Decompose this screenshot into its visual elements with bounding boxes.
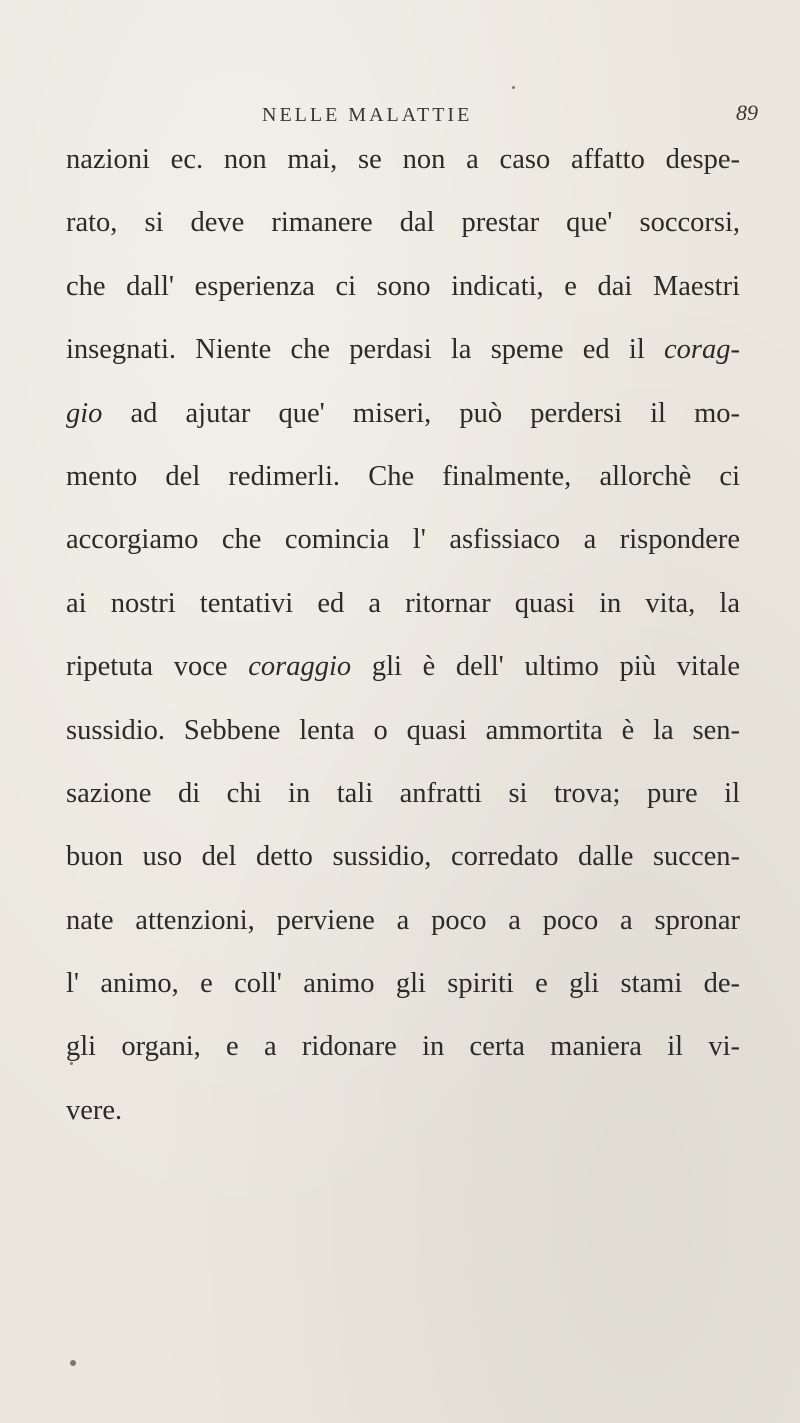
text-line: sussidio. Sebbene lenta o quasi ammortita è la sen-: [66, 714, 740, 746]
text-line: nate attenzioni, perviene a poco a poco a spronar: [66, 904, 740, 936]
text-line: sazione di chi in tali anfratti si trova; pure il: [66, 777, 740, 809]
text-line-last: vere.: [66, 1094, 123, 1126]
text-line: ai nostri tentativi ed a ritornar quasi in vita, la: [66, 587, 740, 619]
paper-speck: [70, 1062, 73, 1065]
body-text: [66, 128, 740, 1142]
text-line: l' animo, e coll' animo gli spiriti e gli stami de-: [66, 968, 740, 1000]
text-line: nazioni ec. non mai, se non a caso affatto despe-: [66, 144, 740, 175]
text-line: buon uso del detto sussidio, corredato dalle succen-: [66, 841, 740, 873]
paper-speck: [512, 86, 515, 89]
page-number: 89: [736, 100, 758, 125]
text-line: che dall' esperienza ci sono indicati, e dai Maestri: [66, 270, 740, 302]
italic-word: coraggio: [248, 651, 352, 683]
italic-word: corag-: [664, 334, 740, 366]
page-header: [0, 100, 800, 130]
paper-speck: [70, 1360, 76, 1366]
text-line: mento del redimerli. Che finalmente, allorchè ci: [66, 460, 740, 492]
text-line: gli organi, e a ridonare in certa maniera il vi-: [66, 1031, 740, 1063]
text-line: ripetuta voce coraggio gli è dell' ultimo più vitale: [66, 651, 740, 683]
text-line: gio ad ajutar que' miseri, può perdersi il mo-: [66, 397, 740, 429]
text-line: accorgiamo che comincia l' asfissiaco a rispondere: [66, 524, 740, 556]
running-head: NELLE MALATTIE: [262, 104, 473, 126]
italic-word: gio: [66, 397, 103, 429]
text-line: insegnati. Niente che perdasi la speme ed il corag-: [66, 334, 740, 366]
text-line: rato, si deve rimanere dal prestar que' soccorsi,: [66, 207, 740, 239]
